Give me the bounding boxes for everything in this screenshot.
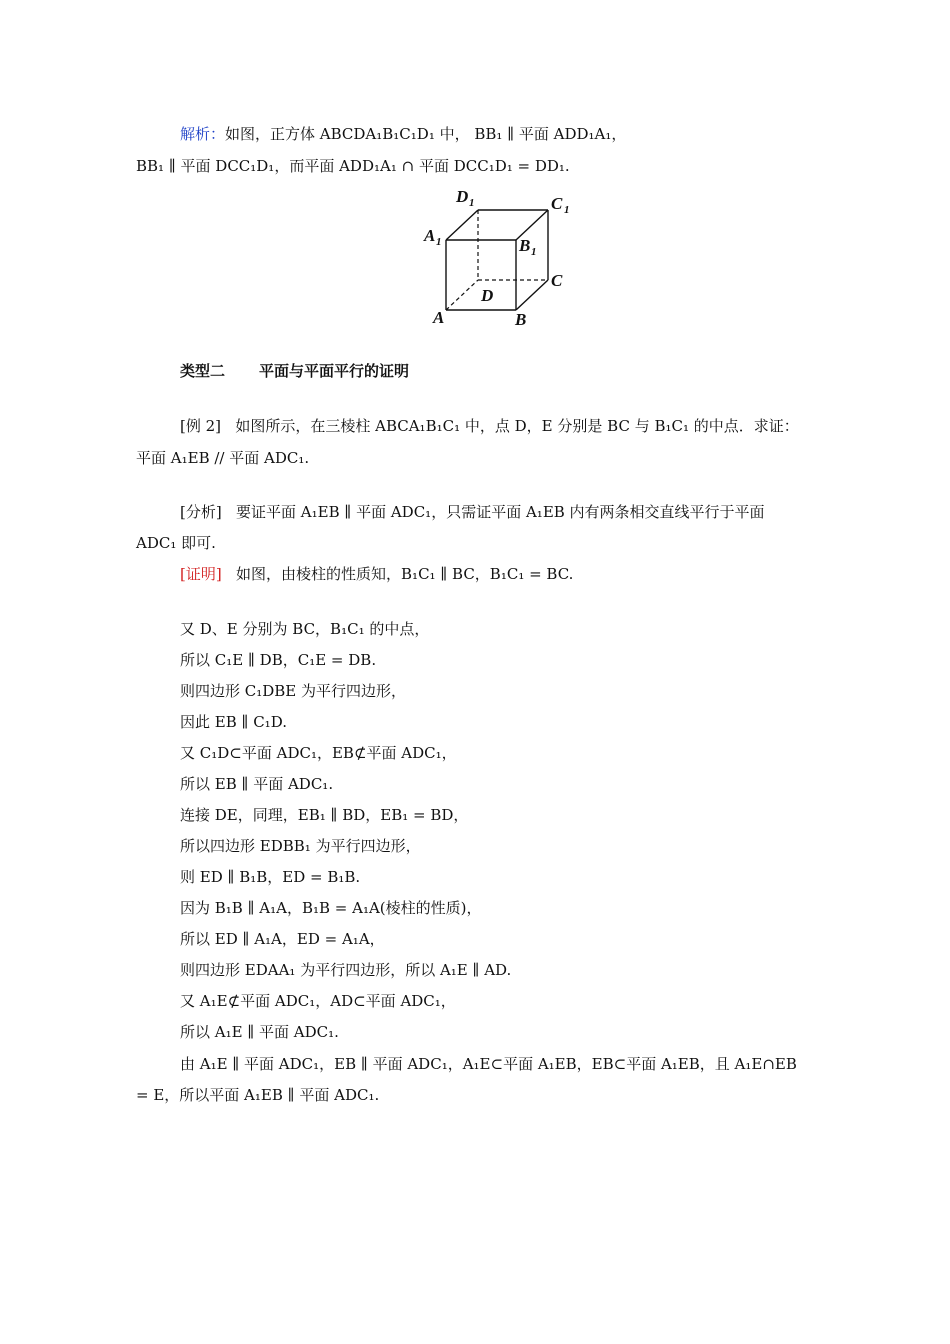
label-b: B: [515, 310, 527, 329]
example-tag: [例 2]: [180, 417, 222, 435]
proof-step: 所以 EB ∥ 平面 ADC₁.: [180, 775, 334, 793]
example-text-1: 如图所示，在三棱柱 ABCA₁B₁C₁ 中，点 D，E 分别是 BC 与 B₁C₁ 的中点．求证：: [235, 417, 799, 435]
label-d: D: [481, 286, 494, 305]
analysis-text-1: 如图，正方体 ABCDA₁B₁C₁D₁ 中， BB₁ ∥ 平面 ADD₁A₁，: [225, 125, 627, 143]
proof-step: 又 D、E 分别为 BC，B₁C₁ 的中点，: [180, 620, 430, 638]
cube-diagram: [420, 182, 580, 332]
cube-figure: [420, 182, 580, 332]
example-line-2: 平面 A₁EB // 平面 ADC₁.: [136, 449, 310, 467]
proof-step: 所以 ED ∥ A₁A，ED = A₁A，: [180, 930, 385, 948]
label-c: C: [551, 271, 563, 290]
proof-step: 因为 B₁B ∥ A₁A，B₁B = A₁A(棱柱的性质)，: [180, 899, 482, 917]
proof-step: 又 A₁E⊄平面 ADC₁，AD⊂平面 ADC₁，: [180, 992, 456, 1010]
label-c1-sub: 1: [564, 204, 570, 216]
proof-step: 因此 EB ∥ C₁D.: [180, 713, 287, 731]
label-a1: A: [424, 226, 436, 245]
analysis2-tag: [分析]: [180, 503, 222, 521]
proof-step: 则四边形 EDAA₁ 为平行四边形，所以 A₁E ∥ AD.: [180, 961, 512, 979]
edge-ad-hidden: [446, 280, 478, 310]
proof-step: 所以 C₁E ∥ DB，C₁E = DB.: [180, 651, 377, 669]
label-d1: D: [456, 187, 469, 206]
section-type-label: 类型二: [180, 362, 226, 380]
proof-step: 所以 A₁E ∥ 平面 ADC₁.: [180, 1023, 339, 1041]
label-b1: B: [519, 236, 531, 255]
proof-text-first: 如图，由棱柱的性质知，B₁C₁ ∥ BC，B₁C₁ = BC.: [236, 565, 574, 583]
section-title: 平面与平面平行的证明: [259, 362, 410, 380]
proof-step: 则 ED ∥ B₁B，ED = B₁B.: [180, 868, 361, 886]
analysis2-line-2: ADC₁ 即可.: [136, 534, 216, 552]
proof-step: 则四边形 C₁DBE 为平行四边形，: [180, 682, 407, 700]
edge-bc: [516, 280, 548, 310]
label-c1: C: [551, 194, 563, 213]
proof-line-first: [180, 564, 573, 584]
section-heading: [180, 361, 409, 381]
proof-step: 由 A₁E ∥ 平面 ADC₁，EB ∥ 平面 ADC₁，A₁E⊂平面 A₁EB，EB⊂平面 A₁EB，且 A₁E∩EB: [180, 1055, 797, 1073]
analysis-line-2: BB₁ ∥ 平面 DCC₁D₁，而平面 ADD₁A₁ ∩ 平面 DCC₁D₁ = DD₁.: [136, 157, 570, 175]
analysis2-text-1: 要证平面 A₁EB ∥ 平面 ADC₁，只需证平面 A₁EB 内有两条相交直线平行于平面: [236, 503, 765, 521]
proof-step: 所以四边形 EDBB₁ 为平行四边形，: [180, 837, 421, 855]
label-a: A: [433, 308, 445, 327]
analysis2-line-1: [180, 502, 765, 522]
label-a1-sub: 1: [436, 236, 442, 248]
label-d1-sub: 1: [469, 197, 475, 209]
example-line-1: [180, 416, 799, 436]
edge-a1d1: [446, 210, 478, 240]
proof-step: 又 C₁D⊂平面 ADC₁，EB⊄平面 ADC₁，: [180, 744, 457, 762]
proof-conclusion: = E，所以平面 A₁EB ∥ 平面 ADC₁.: [136, 1086, 380, 1104]
proof-tag: [证明]: [180, 565, 222, 583]
label-b1-sub: 1: [531, 246, 537, 258]
analysis-line-1: [180, 124, 626, 144]
proof-step: 连接 DE，同理，EB₁ ∥ BD，EB₁ = BD，: [180, 806, 469, 824]
analysis-label: 解析：: [180, 125, 226, 143]
